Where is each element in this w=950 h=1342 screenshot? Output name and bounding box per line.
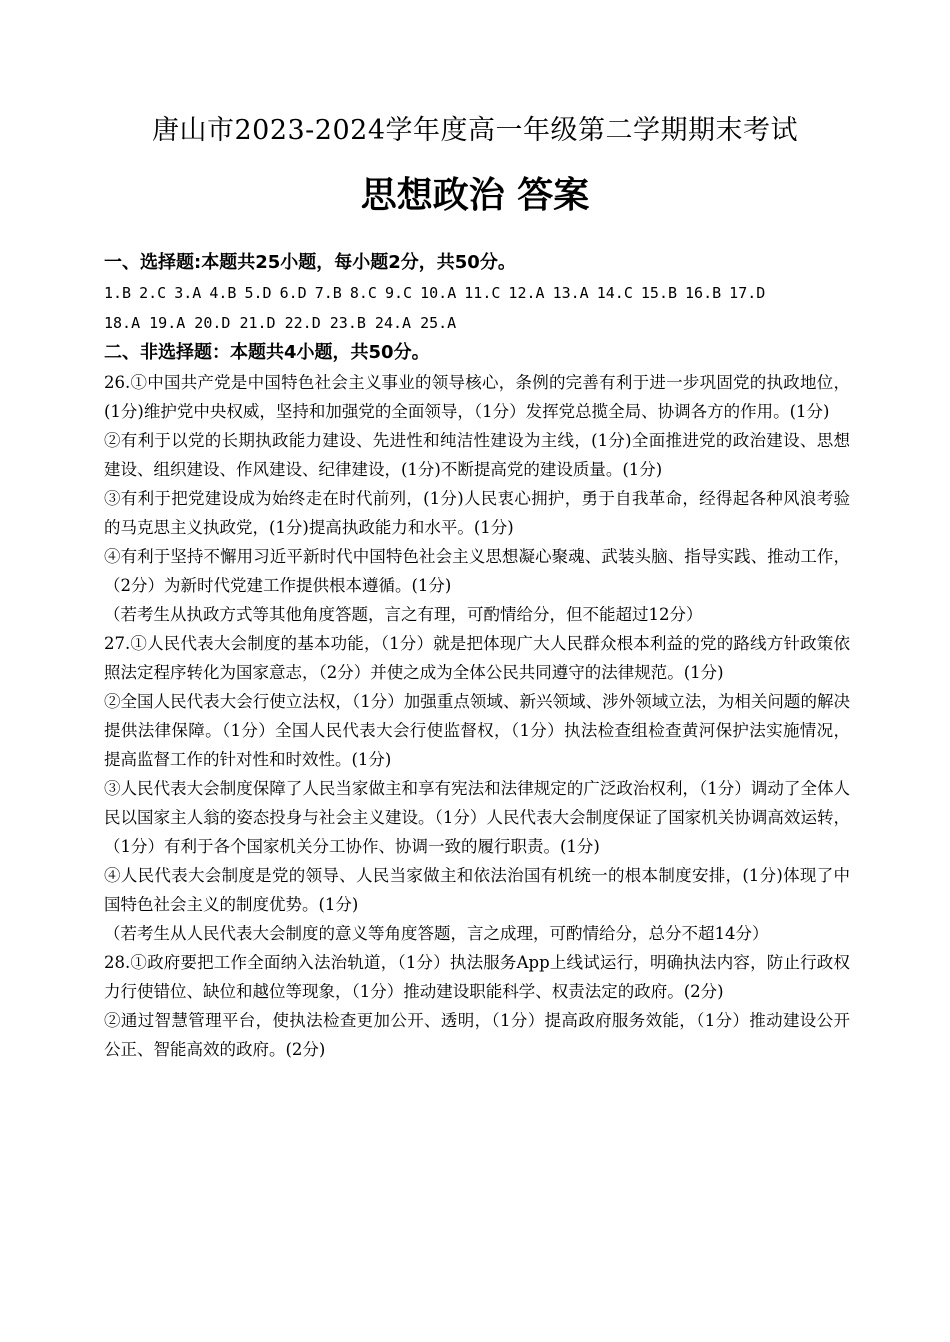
answer-paragraph: ②通过智慧管理平台，使执法检查更加公开、透明，（1分）提高政府服务效能，（1分）推动建设公开公正、智能高效的政府。(2分)	[104, 1011, 850, 1059]
answer-paragraph: ④有利于坚持不懈用习近平新时代中国特色社会主义思想凝心聚魂、武装头脑、指导实践、推动工作，（2分）为新时代党建工作提供根本遵循。(1分)	[104, 547, 850, 595]
answer-paragraph: ③人民代表大会制度保障了人民当家做主和享有宪法和法律规定的广泛政治权利，（1分）调动了全体人民以国家主人翁的姿态投身与社会主义建设。（1分）人民代表大会制度保证了国家机关协调高效运转，（1分）有利于各个国家机关分工协作、协调一致的履行职责。(1分)	[104, 779, 850, 856]
grading-note: （若考生从执政方式等其他角度答题，言之有理，可酌情给分，但不能超过12分）	[104, 605, 703, 624]
answer-paragraph: ②有利于以党的长期执政能力建设、先进性和纯洁性建设为主线，(1分)全面推进党的政治建设、思想建设、组织建设、作风建设、纪律建设，(1分)不断提高党的建设质量。(1分)	[104, 431, 850, 479]
answer-paragraph: 27.①人民代表大会制度的基本功能，（1分）就是把体现广大人民群众根本利益的党的路线方针政策依照法定程序转化为国家意志，（2分）并使之成为全体公民共同遵守的法律规范。(1分)	[104, 634, 850, 682]
section-heading-non-choice: 二、非选择题：本题共4小题，共50分。	[104, 342, 430, 363]
answer-paragraph: ④人民代表大会制度是党的领导、人民当家做主和依法治国有机统一的根本制度安排，(1分)体现了中国特色社会主义的制度优势。(1分)	[104, 866, 850, 914]
grading-note: （若考生从人民代表大会制度的意义等角度答题，言之成理，可酌情给分，总分不超14分）	[104, 924, 769, 943]
answer-body	[104, 248, 850, 1064]
page-subtitle: 思想政治 答案	[360, 175, 590, 216]
choice-answers-line-2: 18.A 19.A 20.D 21.D 22.D 23.B 24.A 25.A	[104, 314, 457, 332]
choice-answers-line-1: 1.B 2.C 3.A 4.B 5.D 6.D 7.B 8.C 9.C 10.A 11.C 12.A 13.A 14.C 15.B 16.B 17.D	[104, 284, 766, 302]
answer-paragraph: ②全国人民代表大会行使立法权，（1分）加强重点领域、新兴领域、涉外领域立法，为相关问题的解决提供法律保障。（1分）全国人民代表大会行使监督权，（1分）执法检查组检查黄河保护法实施情况，提高监督工作的针对性和时效性。(1分)	[104, 692, 850, 769]
answer-paragraph: 28.①政府要把工作全面纳入法治轨道，（1分）执法服务App上线试运行，明确执法内容，防止行政权力行使错位、缺位和越位等现象，（1分）推动建设职能科学、权责法定的政府。(2分)	[104, 953, 850, 1001]
answer-paragraph: ③有利于把党建设成为始终走在时代前列，(1分)人民衷心拥护，勇于自我革命，经得起各种风浪考验的马克思主义执政党，(1分)提高执政能力和水平。(1分)	[104, 489, 850, 537]
section-heading-choice: 一、选择题:本题共25小题，每小题2分，共50分。	[104, 252, 516, 273]
answer-paragraph: 26.①中国共产党是中国特色社会主义事业的领导核心，条例的完善有利于进一步巩固党的执政地位，(1分)维护党中央权威，坚持和加强党的全面领导，（1分）发挥党总揽全局、协调各方的作用。(1分)	[104, 373, 850, 421]
exam-title: 唐山市2023-2024学年度高一年级第二学期期末考试	[151, 115, 799, 146]
